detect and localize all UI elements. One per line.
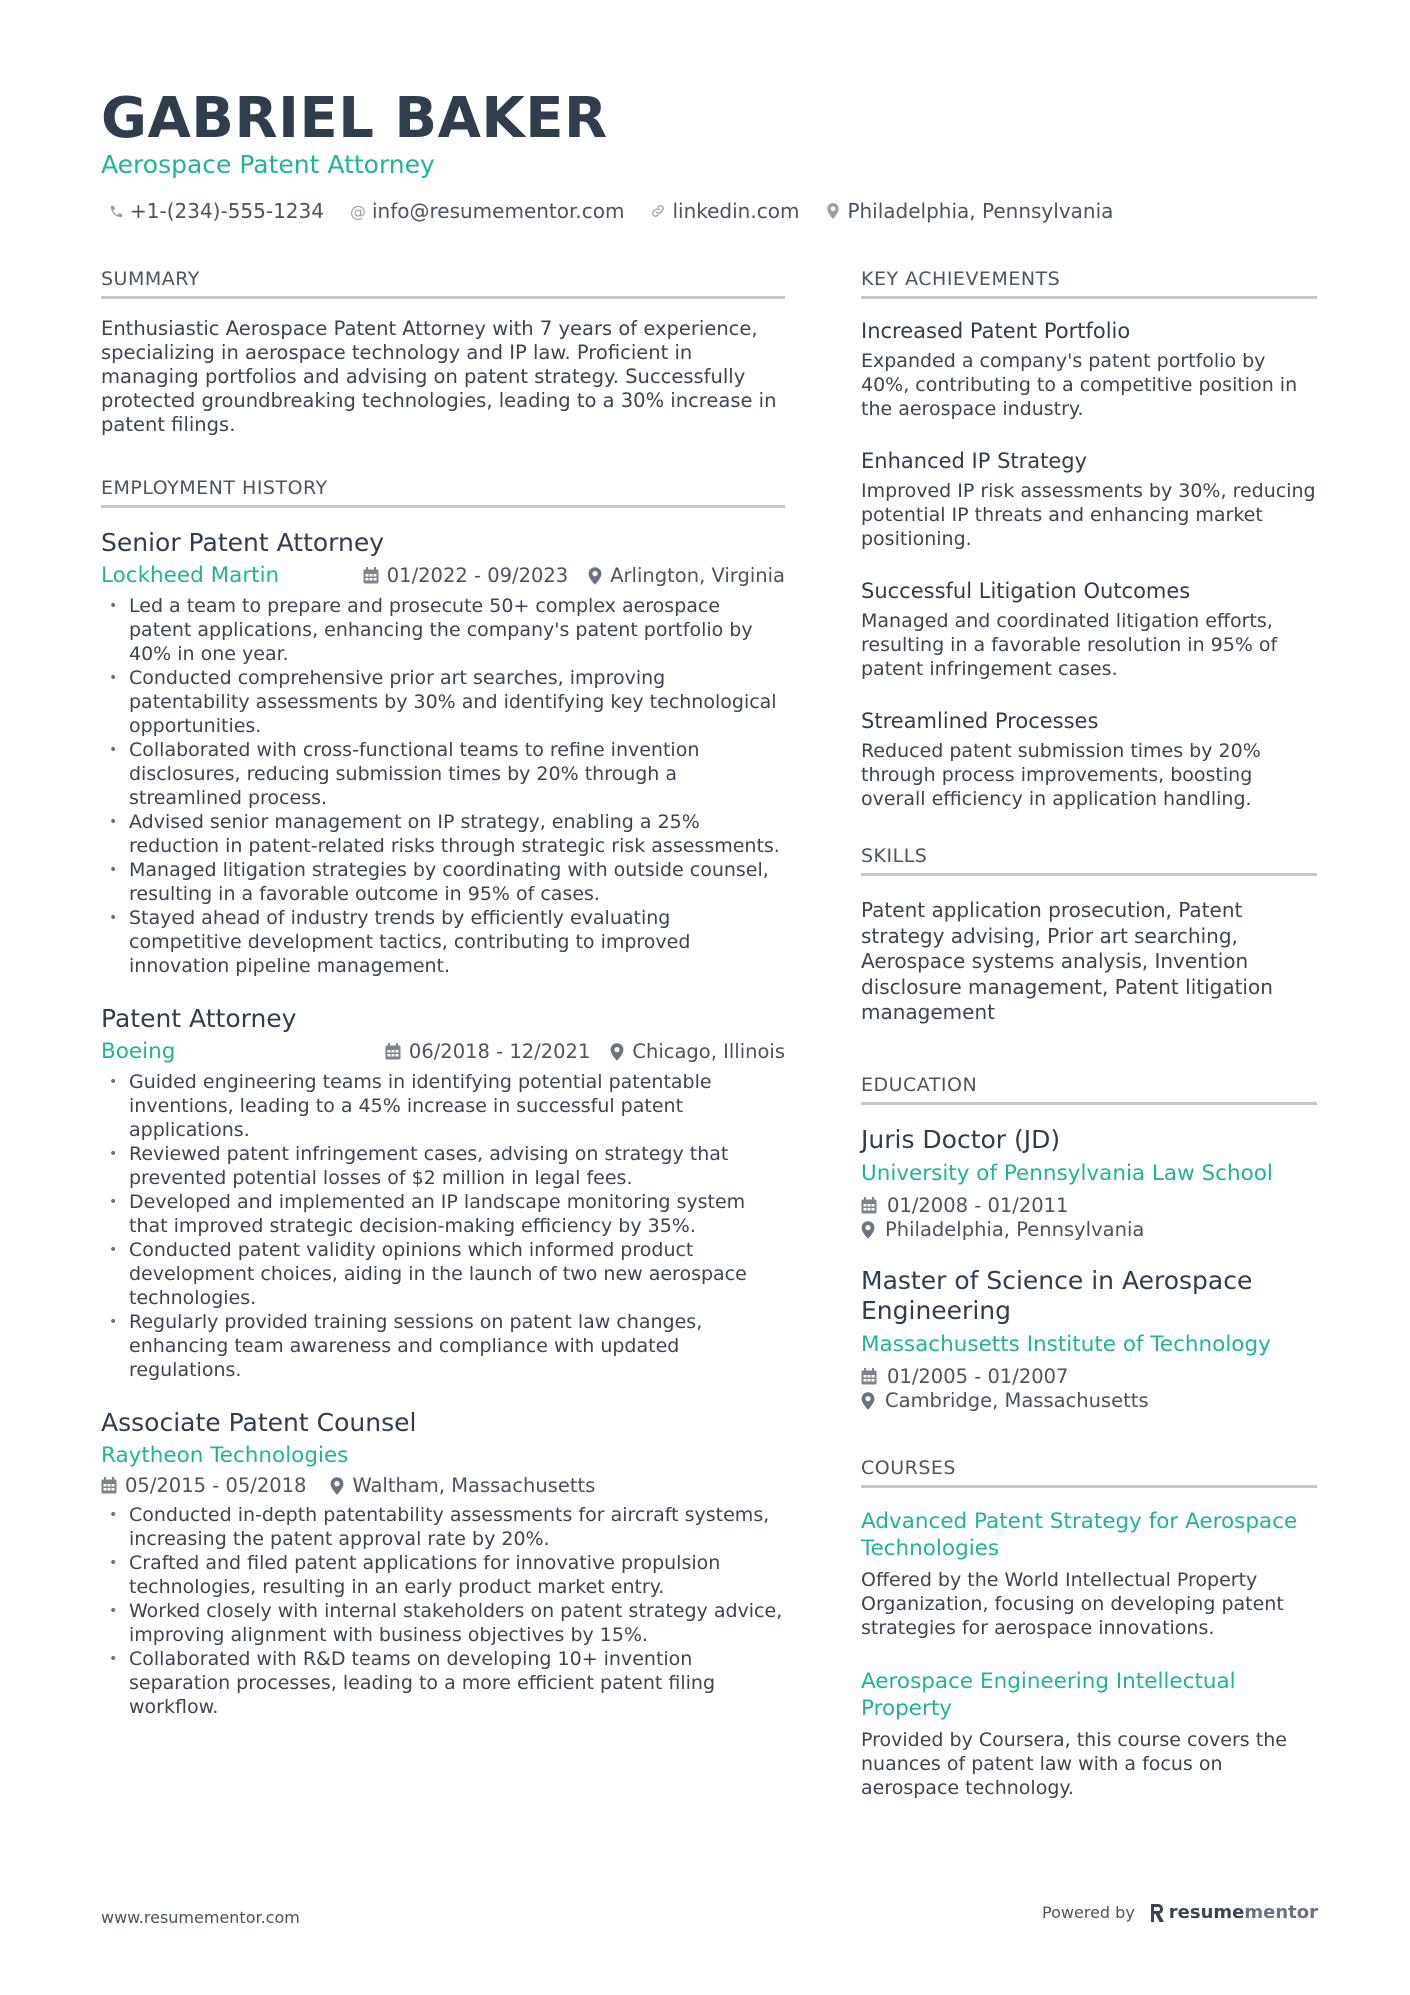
brand-logo[interactable]	[1149, 1902, 1318, 1923]
contact-bar	[108, 199, 1113, 223]
courses-heading: COURSES	[861, 1457, 1317, 1488]
job-bullet: • Conducted patent validity opinions which informed product development choices, aiding in the launch of two new aerospace technologies.	[101, 1238, 785, 1310]
education-dates	[861, 1365, 1317, 1389]
job-bullet: • Collaborated with cross-functional teams to refine invention disclosures, reducing submission times by 20% through a streamlined process.	[101, 738, 785, 810]
calendar-icon	[385, 1043, 401, 1060]
achievement-desc: Reduced patent submission times by 20% through process improvements, boosting overall efficiency in application handling.	[861, 740, 1261, 810]
skills-heading: SKILLS	[861, 845, 1317, 876]
job-dates-text: 06/2018 - 12/2021	[408, 1040, 591, 1063]
company-name: Boeing	[101, 1039, 176, 1064]
achievements-section	[861, 268, 1317, 811]
job-meta	[101, 563, 785, 588]
map-pin-icon	[610, 1043, 624, 1061]
achievement-item	[861, 709, 1317, 811]
school: Massachusetts Institute of Technology	[861, 1331, 1271, 1357]
powered-by-label: Powered by	[1042, 1903, 1135, 1922]
education-location	[861, 1389, 1317, 1413]
courses-section	[861, 1457, 1317, 1800]
job-bullet: • Led a team to prepare and prosecute 50+ complex aerospace patent applications, enhancing the company's patent portfolio by 40% in one year.	[101, 594, 785, 666]
summary-text: Enthusiastic Aerospace Patent Attorney with 7 years of experience, specializing in aerospace technology and IP law. Proficient in managing portfolios and advising on patent strategy. Successfully protected groundbreaking technologies, leading to a 30% increase in patent filings.	[101, 317, 777, 436]
job-dates	[363, 564, 568, 587]
job-bullet: • Conducted comprehensive prior art searches, improving patentability assessments by 30% and identifying key technological opportunities.	[101, 666, 785, 738]
achievement-title: Enhanced IP Strategy	[861, 449, 1088, 473]
job-dates-text: 05/2015 - 05/2018	[125, 1474, 307, 1497]
job-entry	[101, 1408, 785, 1719]
job-bullet: • Collaborated with R&D teams on developing 10+ invention separation processes, leading to a more efficient patent filing workflow.	[101, 1647, 785, 1719]
job-meta-row	[101, 1474, 595, 1497]
achievement-desc: Improved IP risk assessments by 30%, reducing potential IP threats and enhancing market positioning.	[861, 480, 1316, 550]
degree: Master of Science in Aerospace Engineering	[861, 1265, 1253, 1325]
job-location-text: Chicago, Illinois	[632, 1040, 785, 1063]
achievement-desc: Managed and coordinated litigation efforts, resulting in a favorable resolution in 95% of patent infringement cases.	[861, 610, 1278, 680]
footer-website[interactable]: www.resumementor.com	[101, 1908, 300, 1927]
achievement-title: Increased Patent Portfolio	[861, 319, 1131, 343]
education-dates	[861, 1194, 1317, 1218]
contact-location	[825, 199, 1113, 223]
education-location	[861, 1218, 1317, 1242]
candidate-name: GABRIEL BAKER	[101, 86, 608, 151]
linkedin-text: linkedin.com	[672, 199, 800, 223]
contact-phone[interactable]	[108, 199, 324, 223]
job-entry	[101, 1004, 785, 1382]
right-column	[861, 268, 1317, 1840]
skills-text: Patent application prosecution, Patent strategy advising, Prior art searching, Aerospace systems analysis, Invention disclosure management, Patent litigation management	[861, 898, 1273, 1024]
job-title: Senior Patent Attorney	[101, 528, 385, 557]
candidate-role: Aerospace Patent Attorney	[101, 150, 435, 179]
phone-icon	[108, 204, 124, 219]
employment-section	[101, 477, 785, 1719]
job-title: Associate Patent Counsel	[101, 1408, 417, 1437]
education-heading: EDUCATION	[861, 1074, 1317, 1105]
map-pin-icon	[330, 1477, 344, 1495]
job-bullet: • Stayed ahead of industry trends by efficiently evaluating competitive development tactics, contributing to improved innovation pipeline management.	[101, 906, 785, 978]
contact-email[interactable]	[350, 199, 624, 223]
education-location-text: Philadelphia, Pennsylvania	[885, 1217, 1145, 1241]
map-pin-icon	[861, 1221, 875, 1239]
job-meta	[101, 1443, 785, 1497]
education-location-text: Cambridge, Massachusetts	[885, 1388, 1149, 1412]
link-icon	[650, 203, 666, 219]
course-item	[861, 1508, 1317, 1640]
job-bullet: • Crafted and filed patent applications for innovative propulsion technologies, resulting in an early product market entry.	[101, 1551, 785, 1599]
school: University of Pennsylvania Law School	[861, 1160, 1273, 1186]
course-desc: Offered by the World Intellectual Property Organization, focusing on developing patent strategies for aerospace innovations.	[861, 1568, 1284, 1639]
map-pin-icon	[588, 567, 602, 585]
location-text: Philadelphia, Pennsylvania	[847, 199, 1114, 223]
achievement-title: Streamlined Processes	[861, 709, 1099, 733]
job-bullet: • Guided engineering teams in identifying potential patentable inventions, leading to a 45% increase in successful patent applications.	[101, 1070, 785, 1142]
calendar-icon	[101, 1477, 117, 1494]
course-item	[861, 1668, 1317, 1800]
at-icon: @	[349, 201, 366, 221]
skills-section	[861, 845, 1317, 1026]
job-bullet: • Regularly provided training sessions on patent law changes, enhancing team awareness and compliance with updated regulations.	[101, 1310, 785, 1382]
job-dates	[101, 1474, 306, 1497]
education-item	[861, 1125, 1317, 1242]
job-location	[588, 564, 785, 587]
summary-heading: SUMMARY	[101, 268, 785, 299]
achievements-heading: KEY ACHIEVEMENTS	[861, 268, 1317, 299]
job-dates-text: 01/2022 - 09/2023	[386, 564, 569, 587]
job-location-text: Arlington, Virginia	[610, 564, 785, 587]
job-entry	[101, 528, 785, 978]
course-desc: Provided by Coursera, this course covers the nuances of patent law with a focus on aerospace technology.	[861, 1728, 1287, 1799]
job-bullets	[101, 594, 785, 978]
job-bullet: • Developed and implemented an IP landscape monitoring system that improved strategic decision-making efficiency by 35%.	[101, 1190, 785, 1238]
job-location	[610, 1040, 785, 1063]
email-text: info@resumementor.com	[371, 199, 625, 223]
company-name: Raytheon Technologies	[101, 1443, 349, 1468]
job-dates	[385, 1040, 590, 1063]
footer-branding	[1042, 1902, 1318, 1923]
phone-text: +1-(234)-555-1234	[130, 199, 324, 223]
map-pin-icon	[861, 1392, 875, 1410]
job-bullet: • Advised senior management on IP strategy, enabling a 25% reduction in patent-related risks through strategic risk assessments.	[101, 810, 785, 858]
education-dates-text: 01/2005 - 01/2007	[887, 1364, 1069, 1388]
job-bullet: • Reviewed patent infringement cases, advising on strategy that prevented potential losses of $2 million in legal fees.	[101, 1142, 785, 1190]
job-bullet: • Conducted in-depth patentability assessments for aircraft systems, increasing the patent approval rate by 20%.	[101, 1503, 785, 1551]
course-title: Advanced Patent Strategy for Aerospace Technologies	[861, 1508, 1298, 1561]
job-location	[330, 1474, 595, 1497]
summary-section	[101, 268, 785, 437]
education-item	[861, 1266, 1317, 1413]
achievement-title: Successful Litigation Outcomes	[861, 579, 1191, 603]
education-section	[861, 1074, 1317, 1413]
education-dates-text: 01/2008 - 01/2011	[887, 1193, 1069, 1217]
job-meta	[101, 1039, 785, 1064]
calendar-icon	[861, 1368, 877, 1385]
brand-name-part2: mentor	[1244, 1902, 1318, 1923]
achievement-item	[861, 319, 1317, 421]
employment-heading: EMPLOYMENT HISTORY	[101, 477, 785, 508]
course-title: Aerospace Engineering Intellectual Property	[861, 1668, 1236, 1721]
job-bullets	[101, 1503, 785, 1719]
job-bullets	[101, 1070, 785, 1382]
company-name: Lockheed Martin	[101, 563, 280, 588]
left-column	[101, 268, 785, 1745]
achievement-item	[861, 579, 1317, 681]
map-pin-icon	[825, 203, 841, 219]
job-bullet: • Managed litigation strategies by coordinating with outside counsel, resulting in a favorable outcome in 95% of cases.	[101, 858, 785, 906]
job-title: Patent Attorney	[101, 1004, 297, 1033]
resumementor-logo-icon	[1149, 1903, 1165, 1923]
degree: Juris Doctor (JD)	[861, 1124, 1061, 1154]
job-bullet: • Worked closely with internal stakeholders on patent strategy advice, improving alignment with business objectives by 15%.	[101, 1599, 785, 1647]
achievement-item	[861, 449, 1317, 551]
calendar-icon	[363, 567, 379, 584]
calendar-icon	[861, 1197, 877, 1214]
achievement-desc: Expanded a company's patent portfolio by 40%, contributing to a competitive position in the aerospace industry.	[861, 350, 1298, 420]
brand-name-part1: resume	[1168, 1902, 1245, 1923]
job-location-text: Waltham, Massachusetts	[352, 1474, 596, 1497]
contact-linkedin[interactable]	[650, 199, 799, 223]
